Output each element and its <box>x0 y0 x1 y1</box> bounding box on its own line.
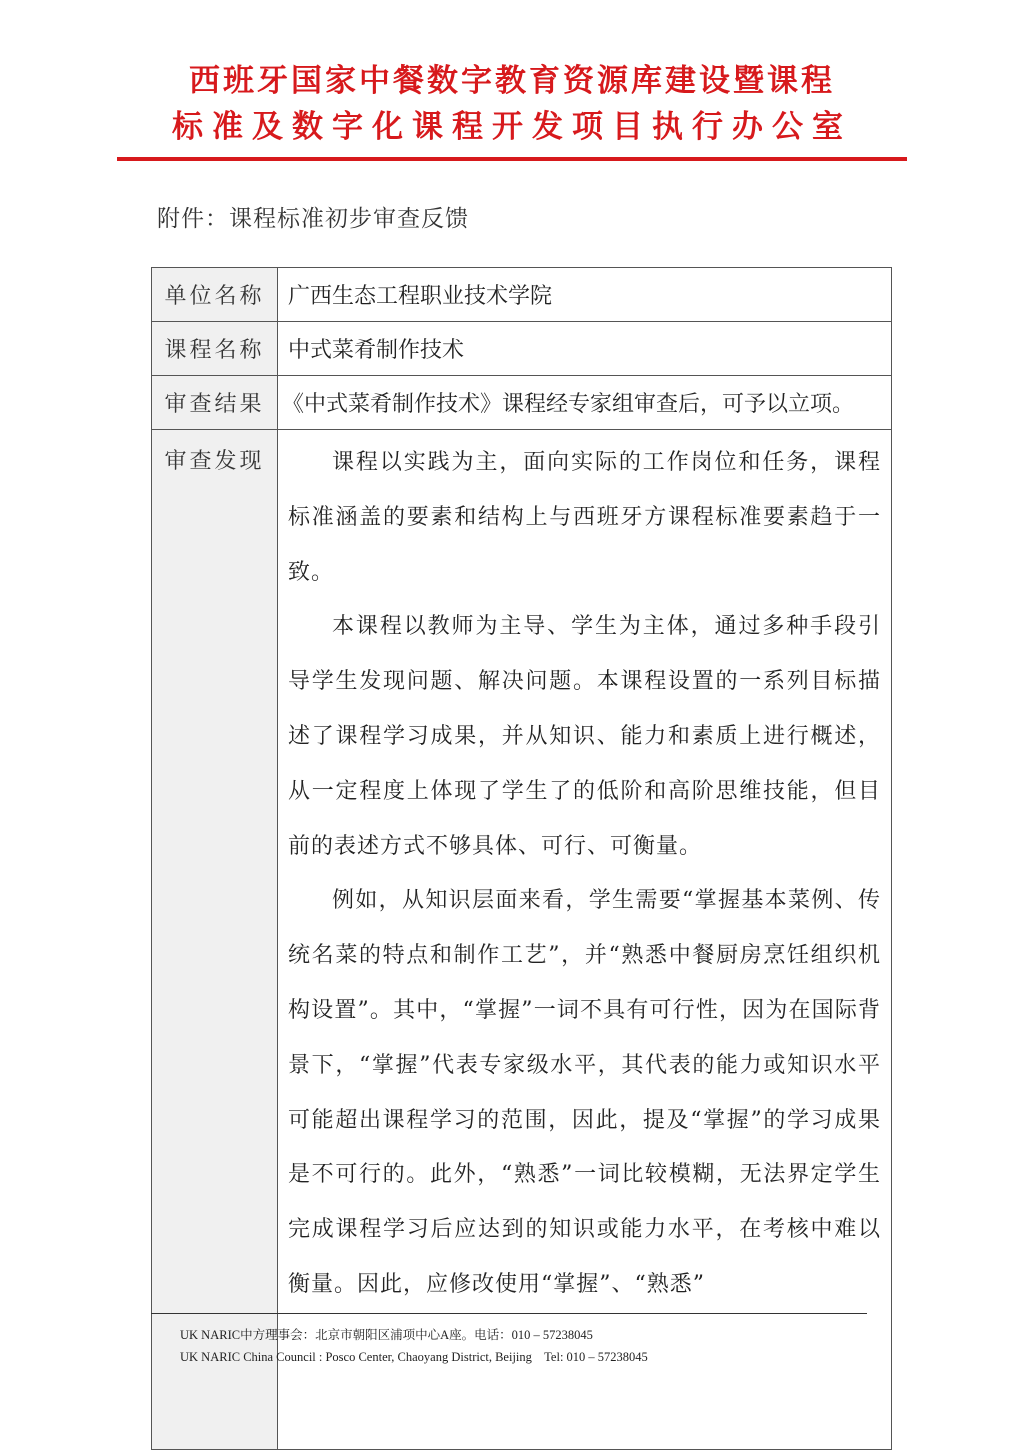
review-table <box>151 267 892 1450</box>
letterhead-line-1: 西班牙国家中餐数字教育资源库建设暨课程 <box>189 63 835 99</box>
letterhead-line-2: 标准及数字化课程开发项目执行办公室 <box>172 109 852 145</box>
table-row-course <box>152 322 892 376</box>
row-value: 中式菜肴制作技术 <box>278 322 892 376</box>
footer-divider <box>151 1313 867 1314</box>
letterhead-divider <box>117 157 907 161</box>
table-row-result <box>152 376 892 430</box>
row-label: 审查发现 <box>152 430 278 1450</box>
row-value: 广西生态工程职业技术学院 <box>278 268 892 322</box>
footer-line-2: UK NARIC China Council : Posco Center, Chaoyang District, Beijing Tel: 010 – 57238045 <box>180 1350 648 1364</box>
findings-paragraph: 本课程以教师为主导、学生为主体，通过多种手段引导学生发现问题、解决问题。本课程设置的一系列目标描述了课程学习成果，并从知识、能力和素质上进行概述，从一定程度上体现了学生了的低阶和高阶思维技能，但目前的表述方式不够具体、可行、可衡量。 <box>288 614 881 859</box>
table-row-findings <box>152 430 892 1450</box>
row-label: 课程名称 <box>152 322 278 376</box>
findings-paragraph: 例如，从知识层面来看，学生需要“掌握基本菜例、传统名菜的特点和制作工艺”，并“熟悉中餐厨房烹饪组织机构设置”。其中，“掌握”一词不具有可行性，因为在国际背景下，“掌握”代表专家级水平，其代表的能力或知识水平可能超出课程学习的范围，因此，提及“掌握”的学习成果是不可行的。此外，“熟悉”一词比较模糊，无法界定学生完成课程学习后应达到的知识或能力水平，在考核中难以衡量。因此，应修改使用“掌握”、“熟悉” <box>288 888 881 1297</box>
table-row-institution <box>152 268 892 322</box>
findings-paragraph: 课程以实践为主，面向实际的工作岗位和任务，课程标准涵盖的要素和结构上与西班牙方课程标准要素趋于一致。 <box>288 450 881 585</box>
letterhead <box>118 58 906 150</box>
footer <box>180 1324 648 1368</box>
row-label: 单位名称 <box>152 268 278 322</box>
footer-line-1: UK NARIC中方理事会：北京市朝阳区浦项中心A座。电话：010 – 57238045 <box>180 1328 593 1342</box>
findings-cell <box>278 430 892 1450</box>
attachment-title: 附件：课程标准初步审查反馈 <box>157 206 469 232</box>
row-value: 《中式菜肴制作技术》课程经专家组审查后，可予以立项。 <box>278 376 892 430</box>
row-label: 审查结果 <box>152 376 278 430</box>
